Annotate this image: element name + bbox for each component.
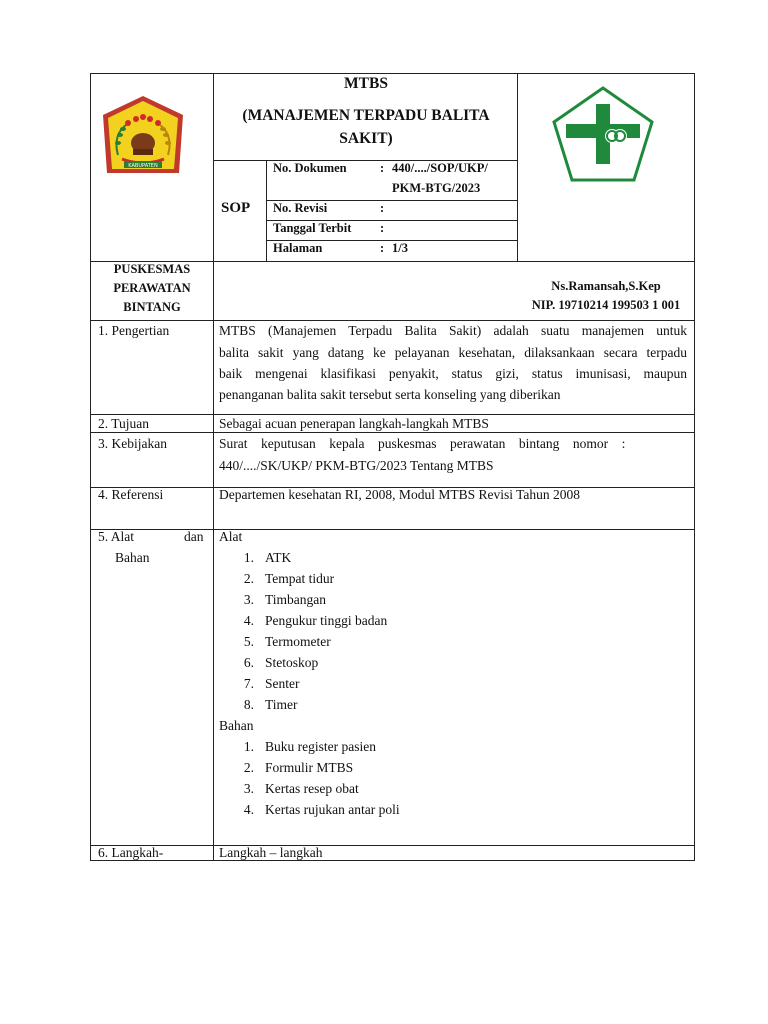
- alat-item: Stetoskop: [265, 655, 319, 670]
- field-label-dokumen: No. Dokumen: [273, 161, 347, 175]
- alat-item-num: 1.: [243, 550, 254, 565]
- facility-line-3: BINTANG: [123, 300, 181, 314]
- bahan-item: Kertas rujukan antar poli: [265, 802, 400, 817]
- alat-heading: Alat: [219, 529, 243, 544]
- section-label-alat-b: dan: [184, 529, 204, 544]
- field-value-dokumen-line2: PKM-BTG/2023: [392, 181, 481, 195]
- field-colon-dokumen: :: [380, 161, 385, 175]
- emblem-banner-text: KABUPATEN: [128, 163, 158, 169]
- signer-name: Ns.Ramansah,S.Kep: [551, 279, 661, 293]
- pengertian-line-4: penanganan balita sakit tersebut serta konseling yang diberikan: [219, 387, 561, 402]
- langkah-text: Langkah – langkah: [219, 845, 323, 860]
- alat-item-num: 4.: [243, 613, 254, 628]
- alat-item-num: 5.: [243, 634, 254, 649]
- bahan-item-num: 4.: [243, 802, 254, 817]
- alat-item-num: 2.: [243, 571, 254, 586]
- bahan-item: Formulir MTBS: [265, 760, 354, 775]
- signer-nip: NIP. 19710214 199503 1 001: [531, 298, 681, 312]
- field-colon-tanggal: :: [380, 221, 385, 235]
- alat-item: Timer: [265, 697, 298, 712]
- alat-item: Pengukur tinggi badan: [265, 613, 388, 628]
- field-colon-halaman: :: [380, 241, 385, 255]
- alat-item: Tempat tidur: [265, 571, 335, 586]
- title-line-2: (MANAJEMEN TERPADU BALITA: [242, 107, 490, 124]
- tujuan-text: Sebagai acuan penerapan langkah-langkah MTBS: [219, 416, 489, 431]
- section-label-kebijakan: 3. Kebijakan: [98, 436, 167, 451]
- facility-line-2: PERAWATAN: [113, 281, 191, 295]
- alat-item-num: 3.: [243, 592, 254, 607]
- section-label-referensi: 4. Referensi: [98, 487, 164, 502]
- facility-line-1: PUSKESMAS: [113, 262, 191, 276]
- alat-item: Termometer: [265, 634, 331, 649]
- pengertian-line-3: baik mengenai klasifikasi penyakit, status gizi, status imunisasi, maupun: [219, 366, 687, 381]
- title-line-1: MTBS: [344, 75, 388, 92]
- alat-item: ATK: [265, 550, 292, 565]
- section-label-tujuan: 2. Tujuan: [98, 416, 150, 431]
- kebijakan-line-1: Surat keputusan kepala puskesmas perawatan bintang nomor :: [219, 436, 626, 451]
- field-label-tanggal: Tanggal Terbit: [273, 221, 352, 235]
- bahan-item-num: 1.: [243, 739, 254, 754]
- alat-item-num: 6.: [243, 655, 254, 670]
- bahan-item-num: 2.: [243, 760, 254, 775]
- bahan-item: Kertas resep obat: [265, 781, 359, 796]
- referensi-text: Departemen kesehatan RI, 2008, Modul MTBS Revisi Tahun 2008: [219, 487, 581, 502]
- field-value-dokumen: 440/..../SOP/UKP/: [392, 161, 488, 175]
- kebijakan-line-2: 440/..../SK/UKP/ PKM-BTG/2023 Tentang MTBS: [219, 458, 494, 473]
- field-label-halaman: Halaman: [273, 241, 323, 255]
- section-label-alat-a: 5. Alat: [98, 529, 134, 544]
- alat-item-num: 8.: [243, 697, 254, 712]
- alat-item: Timbangan: [265, 592, 327, 607]
- alat-item: Senter: [265, 676, 300, 691]
- sop-label: SOP: [221, 200, 251, 216]
- section-label-bahan: Bahan: [115, 550, 150, 565]
- section-label-langkah: 6. Langkah-: [98, 845, 164, 860]
- bahan-heading: Bahan: [219, 718, 254, 733]
- bahan-item-num: 3.: [243, 781, 254, 796]
- pengertian-line-1: MTBS (Manajemen Terpadu Balita Sakit) adalah suatu manajemen untuk: [219, 323, 687, 338]
- bahan-item: Buku register pasien: [265, 739, 376, 754]
- pengertian-line-2: balita sakit yang datang ke pelayanan kesehatan, dilaksankaan secara terpadu: [219, 345, 687, 360]
- field-label-revisi: No. Revisi: [273, 201, 328, 215]
- regency-emblem: [100, 93, 186, 183]
- section-label-pengertian: 1. Pengertian: [98, 323, 170, 338]
- alat-item-num: 7.: [243, 676, 254, 691]
- puskesmas-logo: [550, 86, 656, 184]
- field-value-halaman: 1/3: [392, 241, 408, 255]
- title-line-3: SAKIT): [339, 130, 393, 147]
- field-colon-revisi: :: [380, 201, 385, 215]
